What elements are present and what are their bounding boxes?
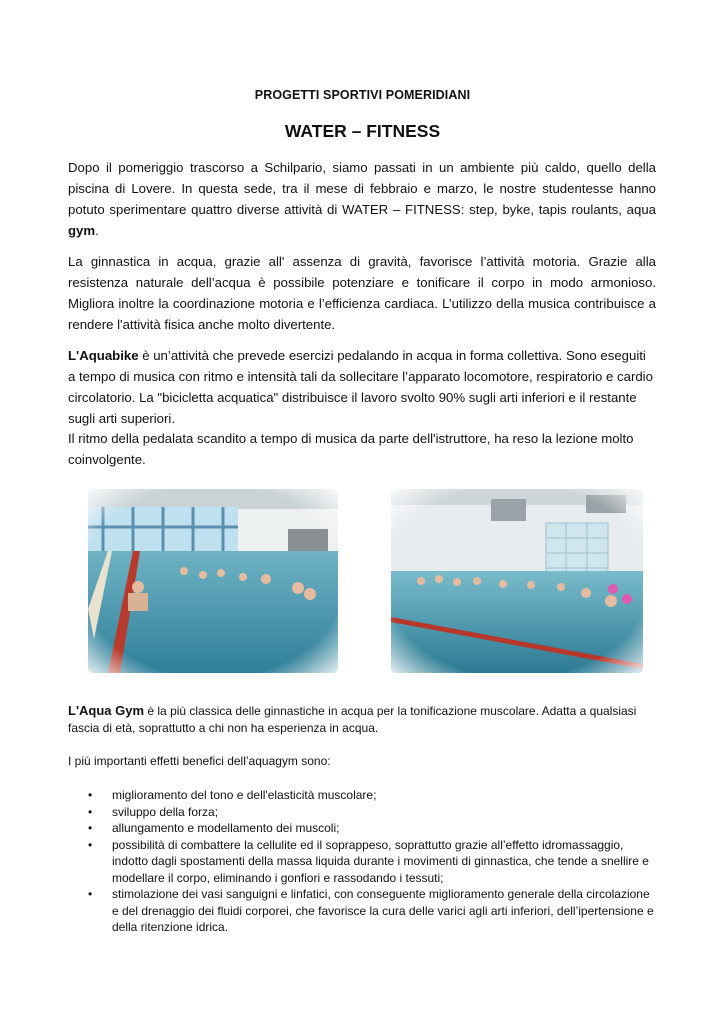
list-item: • sviluppo della forza; [88, 804, 219, 819]
aquabike-paragraph [68, 345, 656, 429]
gym-paragraph: La ginnastica in acqua, grazie all' assenza di gravità, favorisce l’attività motoria. Grazie alla resistenza naturale dell’acqua è possibile potenziare e tonificare il corpo in modo armonioso. Migliora inoltre la coordinazione motoria e l’efficienza cardiaca. L’utilizzo della musica contribuisce a rendere l'attività fisica anche molto divertente. [68, 254, 656, 332]
list-item: • allungamento e modellamento dei muscoli; [88, 821, 340, 835]
intro-end: . [95, 223, 99, 238]
pool-photo-left [88, 489, 338, 673]
aquabike-heading: L'Aquabike [68, 348, 139, 363]
intro-paragraph [68, 157, 656, 241]
benefits-intro: I più importanti effetti benefici dell’aquagym sono: [68, 754, 331, 768]
page-subtitle: PROGETTI SPORTIVI POMERIDIANI [254, 88, 471, 102]
intro-bold-word: gym [68, 223, 96, 238]
bullet-icon: • [88, 821, 93, 835]
bullet-icon: • [88, 837, 93, 852]
benefits-list [68, 787, 658, 936]
intro-text: Dopo il pomeriggio trascorso a Schilpario, siamo passati in un ambiente più caldo, quello della piscina di Lovere. In questa sede, tra il mese di febbraio e marzo, le nostre studentesse hanno potuto sperimentare quattro diverse attività di WATER – FITNESS: step, byke, tapis roulants, aqua [68, 160, 656, 217]
aquagym-heading: L'Aqua Gym [68, 703, 145, 718]
list-item: • miglioramento del tono e dell'elasticità muscolare; [88, 788, 377, 802]
aquagym-paragraph [68, 703, 656, 736]
aquabike-paragraph-2: Il ritmo della pedalata scandito a tempo di musica da parte dell'istruttore, ha reso la lezione molto coinvolgente. [68, 431, 634, 467]
aquabike-text: è un’attività che prevede esercizi pedalando in acqua in forma collettiva. Sono eseguiti a tempo di musica con ritmo e intensità tali da sollecitare l’apparato locomotore, respiratorio e cardio circolatorio. La "bicicletta acquatica" distribuisce il lavoro svolto 90% sugli arti inferiori e il restante sugli arti superiori. [68, 348, 653, 426]
list-item: • stimolazione dei vasi sanguigni e linfatici, con conseguente miglioramento generale della circolazione e del drenaggio dei fluidi corporei, che favorisce la cura delle varici agli arti inferiori, dell’ipertensione e della ritenzione idrica. [88, 887, 654, 934]
bullet-icon: • [88, 788, 93, 802]
aquabike-photo-right [391, 489, 643, 673]
aquagym-text: è la più classica delle ginnastiche in acqua per la tonificazione muscolare. Adatta a qualsiasi fascia di età, soprattutto a chi non ha esperienza in acqua. [68, 704, 637, 735]
bullet-icon: • [88, 887, 93, 901]
page-title: WATER – FITNESS [284, 121, 441, 141]
list-item: • possibilità di combattere la cellulite ed il soprappeso, soprattutto grazie all’effetto idromassaggio, indotto dagli spostamenti della massa liquida durante i movimenti di ginnastica, che tende a snellire e modellare il corpo, eliminando i gonfiori e rassodando i tessuti; [88, 837, 649, 885]
bullet-icon: • [88, 804, 93, 819]
